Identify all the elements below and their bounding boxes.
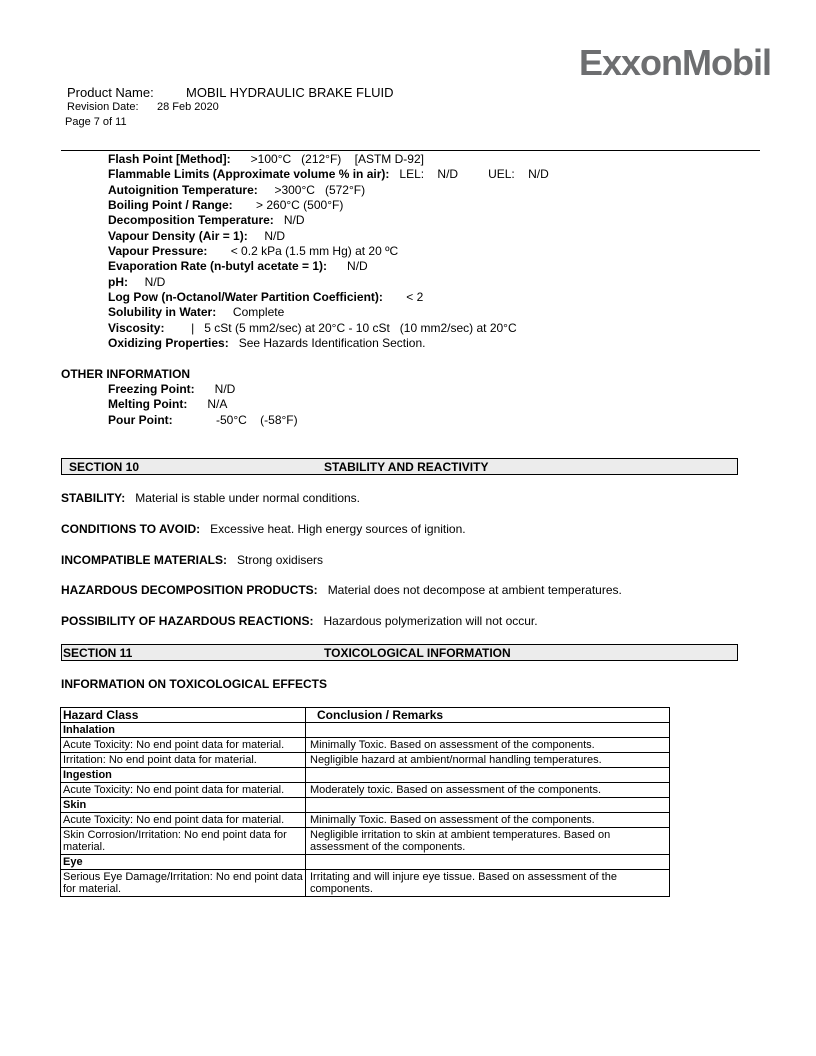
property-freezing-point: Freezing Point: N/D (108, 382, 236, 396)
section-10-header (61, 458, 738, 475)
property-solubility: Solubility in Water: Complete (108, 305, 285, 319)
decomposition-line: HAZARDOUS DECOMPOSITION PRODUCTS: Material does not decompose at ambient temperatures. (61, 583, 622, 597)
table-row (61, 738, 670, 753)
group-empty-cell (306, 798, 670, 813)
incompatible-line: INCOMPATIBLE MATERIALS: Strong oxidisers (61, 553, 324, 567)
remark-cell: Negligible irritation to skin at ambient temperatures. Based on assessment of the components. (306, 828, 670, 855)
hazard-cell: Skin Corrosion/Irritation: No end point data for material. (61, 828, 306, 855)
group-label: Eye (61, 855, 306, 870)
revision-date-label: Revision Date: (67, 101, 139, 113)
group-empty-cell (306, 768, 670, 783)
section-11-title: TOXICOLOGICAL INFORMATION (324, 646, 511, 660)
group-empty-cell (306, 723, 670, 738)
property-flash-point: Flash Point [Method]: >100°C (212°F) [ASTM D-92] (108, 152, 424, 166)
remark-cell: Negligible hazard at ambient/normal handling temperatures. (306, 753, 670, 768)
remark-cell: Irritating and will injure eye tissue. Based on assessment of the components. (306, 870, 670, 897)
page-number: Page 7 of 11 (65, 116, 127, 128)
property-vapour-density: Vapour Density (Air = 1): N/D (108, 229, 286, 243)
table-group-row (61, 723, 670, 738)
revision-date: 28 Feb 2020 (157, 101, 219, 113)
table-row (61, 813, 670, 828)
table-group-row (61, 798, 670, 813)
remark-cell: Minimally Toxic. Based on assessment of the components. (306, 813, 670, 828)
group-label: Inhalation (61, 723, 306, 738)
property-decomposition-temp: Decomposition Temperature: N/D (108, 213, 305, 227)
remark-cell: Minimally Toxic. Based on assessment of the components. (306, 738, 670, 753)
header-hazard-class: Hazard Class (61, 708, 306, 723)
header-divider (61, 150, 760, 151)
property-pour-point: Pour Point: -50°C (-58°F) (108, 413, 298, 427)
table-row (61, 753, 670, 768)
property-flammable-limits: Flammable Limits (Approximate volume % in air): LEL: N/D UEL: N/D (108, 167, 549, 181)
group-empty-cell (306, 855, 670, 870)
remark-cell: Moderately toxic. Based on assessment of the components. (306, 783, 670, 798)
conditions-line: CONDITIONS TO AVOID: Excessive heat. High energy sources of ignition. (61, 522, 466, 536)
group-label: Ingestion (61, 768, 306, 783)
property-vapour-pressure: Vapour Pressure: < 0.2 kPa (1.5 mm Hg) at 20 ºC (108, 244, 399, 258)
table-row (61, 870, 670, 897)
stability-line: STABILITY: Material is stable under normal conditions. (61, 491, 361, 505)
hazard-cell: Acute Toxicity: No end point data for material. (61, 783, 306, 798)
hazard-cell: Acute Toxicity: No end point data for material. (61, 813, 306, 828)
toxicological-effects-heading: INFORMATION ON TOXICOLOGICAL EFFECTS (61, 677, 327, 691)
property-log-pow: Log Pow (n-Octanol/Water Partition Coefficient): < 2 (108, 290, 424, 304)
property-melting-point: Melting Point: N/A (108, 397, 228, 411)
property-evaporation-rate: Evaporation Rate (n-butyl acetate = 1): N/D (108, 259, 368, 273)
property-viscosity: Viscosity: | 5 cSt (5 mm2/sec) at 20°C - 10 cSt (10 mm2/sec) at 20°C (108, 321, 517, 335)
property-ph: pH: N/D (108, 275, 166, 289)
other-information-heading: OTHER INFORMATION (61, 367, 191, 381)
table-header-row (61, 708, 670, 723)
product-name: MOBIL HYDRAULIC BRAKE FLUID (186, 85, 394, 100)
property-boiling-point: Boiling Point / Range: > 260°C (500°F) (108, 198, 344, 212)
hazard-cell: Serious Eye Damage/Irritation: No end point data for material. (61, 870, 306, 897)
section-11-header (61, 644, 738, 661)
hazard-cell: Acute Toxicity: No end point data for material. (61, 738, 306, 753)
table-group-row (61, 768, 670, 783)
hazard-cell: Irritation: No end point data for material. (61, 753, 306, 768)
exxonmobil-logo: ExxonMobil (579, 42, 772, 83)
property-autoignition: Autoignition Temperature: >300°C (572°F) (108, 183, 366, 197)
table-row (61, 828, 670, 855)
section-10-title: STABILITY AND REACTIVITY (324, 460, 489, 474)
section-11-number: SECTION 11 (63, 646, 133, 660)
reactions-line: POSSIBILITY OF HAZARDOUS REACTIONS: Hazardous polymerization will not occur. (61, 614, 538, 628)
product-name-label: Product Name: (67, 85, 154, 100)
table-row (61, 783, 670, 798)
table-group-row (61, 855, 670, 870)
group-label: Skin (61, 798, 306, 813)
header-conclusion: Conclusion / Remarks (306, 708, 670, 723)
section-10-number: SECTION 10 (69, 460, 140, 474)
toxicology-table (60, 707, 670, 897)
property-oxidizing: Oxidizing Properties: See Hazards Identification Section. (108, 336, 426, 350)
